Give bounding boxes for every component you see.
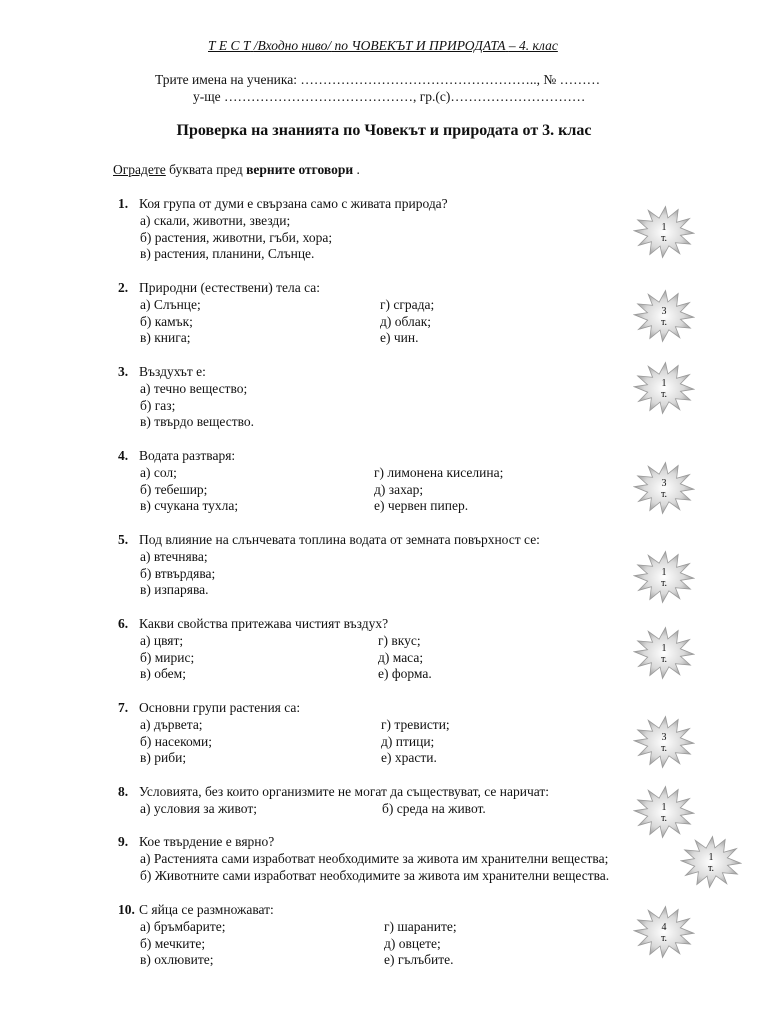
answer-option[interactable]: а) Слънце; (140, 296, 201, 312)
points-label (680, 852, 742, 874)
question-number: 4. (118, 448, 129, 463)
points-label (633, 802, 695, 824)
question-number: 8. (118, 784, 129, 799)
answer-option[interactable]: д) овцете; (384, 935, 441, 951)
question-number: 10. (118, 902, 135, 917)
question-text: С яйца се размножават: (139, 902, 274, 917)
question-4 (118, 448, 235, 464)
points-star-icon (633, 205, 695, 259)
points-value: 3 (661, 732, 667, 743)
answer-option[interactable]: г) сграда; (380, 296, 435, 312)
points-star-icon (633, 550, 695, 604)
answer-option[interactable]: б) мечките; (140, 935, 206, 951)
answer-option[interactable]: а) скали, животни, звезди; (140, 212, 291, 228)
answer-option[interactable]: в) книга; (140, 330, 191, 346)
question-10 (118, 902, 274, 918)
answer-option[interactable]: б) среда на живот. (382, 800, 486, 816)
instruction-end: . (353, 162, 360, 177)
points-label (633, 732, 695, 754)
question-text: Водата разтваря: (139, 448, 236, 463)
answer-option[interactable]: б) тебешир; (140, 481, 208, 497)
answer-option[interactable]: г) шараните; (384, 918, 457, 934)
points-unit: т. (660, 389, 668, 400)
question-number: 5. (118, 532, 129, 547)
question-2 (118, 280, 320, 296)
points-value: 1 (661, 222, 667, 233)
answer-option[interactable]: б) растения, животни, гъби, хора; (140, 229, 333, 245)
header-subject: по ЧОВЕКЪТ И ПРИРОДАТА (334, 38, 506, 53)
points-value: 1 (661, 567, 667, 578)
question-8 (118, 784, 549, 800)
answer-option[interactable]: б) втвърдява; (140, 565, 216, 581)
points-star-icon (633, 905, 695, 959)
answer-option[interactable]: б) камък; (140, 313, 193, 329)
answer-option[interactable]: в) растения, планини, Слънце. (140, 246, 315, 262)
question-number: 6. (118, 616, 129, 631)
answer-option[interactable]: в) твърдо вещество. (140, 414, 255, 430)
points-star-icon (633, 361, 695, 415)
points-value: 3 (661, 306, 667, 317)
answer-option[interactable]: г) лимонена киселина; (374, 464, 504, 480)
question-number: 1. (118, 196, 129, 211)
answer-option[interactable]: а) Растенията сами изработват необходимите за живота им хранителни вещества; (140, 850, 609, 866)
points-label (633, 222, 695, 244)
points-unit: т. (660, 489, 668, 500)
points-star-icon (633, 785, 695, 839)
points-star-icon (633, 461, 695, 515)
points-label (633, 643, 695, 665)
answer-option[interactable]: е) форма. (378, 666, 432, 682)
answer-option[interactable]: в) риби; (140, 750, 187, 766)
question-6 (118, 616, 388, 632)
student-name-line: Трите имена на ученика: …………………………………………….., № ……… (155, 72, 601, 87)
points-value: 1 (661, 643, 667, 654)
question-text: Въздухът е: (139, 364, 206, 379)
page-title: Проверка на знанията по Човекът и природата от 3. клас (176, 122, 592, 139)
points-unit: т. (707, 863, 715, 874)
points-label (633, 478, 695, 500)
question-text: Кое твърдение е вярно? (139, 834, 275, 849)
question-text: Условията, без които организмите не могат да съществуват, се наричат: (139, 784, 550, 799)
answer-option[interactable]: г) тревисти; (381, 716, 450, 732)
school-line: у-ще ……………………………………, гр.(с)………………………… (193, 89, 586, 104)
question-number: 2. (118, 280, 129, 295)
question-5 (118, 532, 540, 548)
answer-option[interactable]: е) червен пипер. (374, 498, 469, 514)
header-grade: – 4. клас (508, 38, 558, 53)
instruction-bold: верните отговори (246, 162, 354, 177)
question-number: 7. (118, 700, 129, 715)
question-number: 9. (118, 834, 129, 849)
answer-option[interactable]: б) насекоми; (140, 733, 212, 749)
points-value: 1 (661, 378, 667, 389)
question-3 (118, 364, 206, 380)
question-text: Основни групи растения са: (139, 700, 301, 715)
answer-option[interactable]: а) втечнява; (140, 548, 208, 564)
points-unit: т. (660, 743, 668, 754)
answer-option[interactable]: б) Животните сами изработват необходимите за живота им хранителни вещества. (140, 867, 610, 883)
points-star-icon (633, 715, 695, 769)
points-star-icon (633, 289, 695, 343)
points-label (633, 306, 695, 328)
answer-option[interactable]: а) дървета; (140, 716, 203, 732)
answer-option[interactable]: е) храсти. (381, 750, 437, 766)
question-9 (118, 834, 274, 850)
question-number: 3. (118, 364, 129, 379)
points-value: 1 (708, 852, 714, 863)
points-label (633, 567, 695, 589)
question-text: Под влияние на слънчевата топлина водата от земната повърхност се: (139, 532, 540, 547)
question-text: Какви свойства притежава чистият въздух? (139, 616, 389, 631)
instruction (113, 162, 360, 178)
points-label (633, 378, 695, 400)
points-star-icon (633, 626, 695, 680)
answer-option[interactable]: в) охлювите; (140, 952, 214, 968)
answer-option[interactable]: е) чин. (380, 330, 419, 346)
points-unit: т. (660, 233, 668, 244)
points-unit: т. (660, 654, 668, 665)
points-unit: т. (660, 933, 668, 944)
answer-option[interactable]: в) обем; (140, 666, 186, 682)
answer-option[interactable]: д) маса; (378, 649, 424, 665)
answer-option[interactable]: в) изпарява. (140, 582, 209, 598)
answer-option[interactable]: д) захар; (374, 481, 424, 497)
answer-option[interactable]: д) птици; (381, 733, 435, 749)
points-unit: т. (660, 813, 668, 824)
points-value: 4 (661, 922, 667, 933)
answer-option[interactable]: а) цвят; (140, 632, 184, 648)
instruction-middle: буквата пред (165, 162, 247, 177)
instruction-verb: Оградете (113, 162, 166, 177)
answer-option[interactable]: г) вкус; (378, 632, 421, 648)
answer-option[interactable]: а) бръмбарите; (140, 918, 226, 934)
question-1 (118, 196, 448, 212)
answer-option[interactable]: б) мирис; (140, 649, 195, 665)
question-text: Природни (естествени) тела са: (139, 280, 320, 295)
points-unit: т. (660, 578, 668, 589)
header-level: /Входно ниво/ (253, 38, 332, 53)
answer-option[interactable]: в) счукана тухла; (140, 498, 239, 514)
answer-option[interactable]: а) сол; (140, 464, 177, 480)
points-label (633, 922, 695, 944)
question-7 (118, 700, 300, 716)
question-text: Коя група от думи е свързана само с живата природа? (139, 196, 448, 211)
answer-option[interactable]: а) условия за живот; (140, 800, 258, 816)
answer-option[interactable]: б) газ; (140, 397, 176, 413)
points-value: 3 (661, 478, 667, 489)
header-test: Т Е С Т (208, 38, 251, 53)
answer-option[interactable]: д) облак; (380, 313, 432, 329)
answer-option[interactable]: е) гълъбите. (384, 952, 454, 968)
points-unit: т. (660, 317, 668, 328)
points-value: 1 (661, 802, 667, 813)
points-star-icon (680, 835, 742, 889)
test-header (208, 38, 558, 54)
answer-option[interactable]: а) течно вещество; (140, 380, 248, 396)
